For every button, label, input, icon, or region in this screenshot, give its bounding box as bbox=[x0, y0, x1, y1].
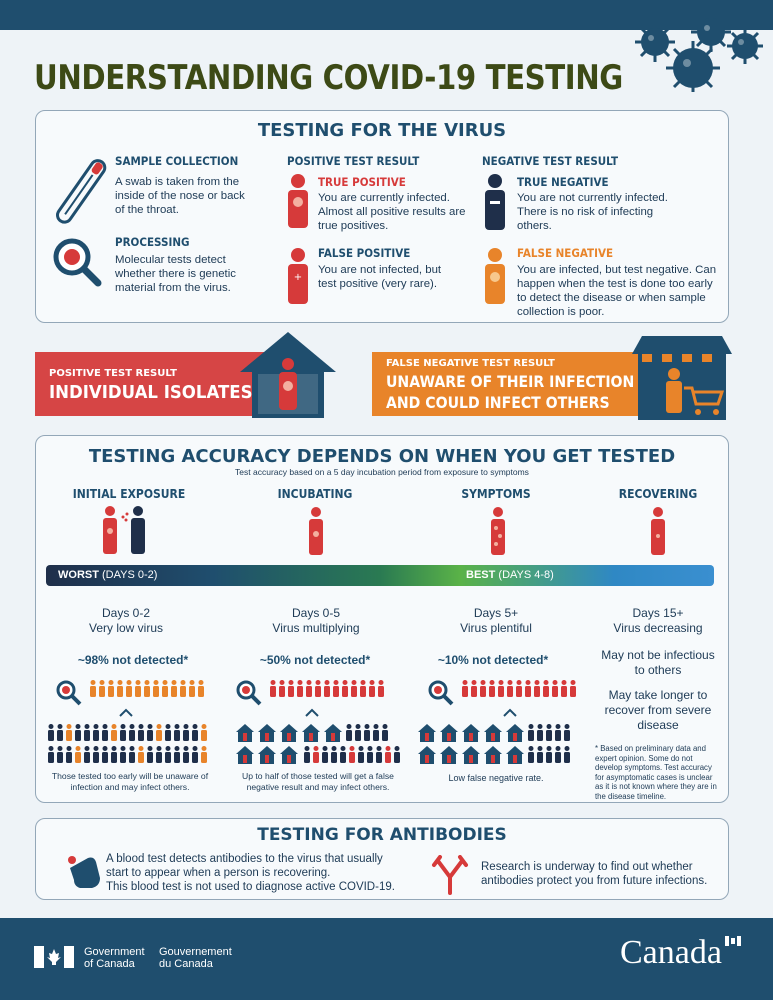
virus-icon bbox=[615, 8, 773, 92]
crowd-house-door bbox=[469, 755, 473, 763]
crowd-person bbox=[306, 680, 312, 697]
crowd-person bbox=[331, 746, 337, 763]
crowd-house-door bbox=[513, 755, 517, 763]
crowd-house-door bbox=[447, 733, 451, 741]
crowd-person bbox=[489, 680, 495, 697]
crowd-person bbox=[564, 724, 570, 741]
crowd-house-door bbox=[331, 733, 335, 741]
true-positive-text: You are currently infected. Almost all positive results are true positives. bbox=[318, 192, 466, 232]
crowd-person bbox=[288, 680, 294, 697]
worst-label: WORST (DAYS 0-2) bbox=[58, 569, 158, 581]
person-negative-icon bbox=[482, 173, 508, 231]
crowd-house-door bbox=[425, 755, 429, 763]
pct-col-3: ~10% not detected* bbox=[437, 653, 549, 667]
crowd-person bbox=[99, 680, 105, 697]
true-negative-label: TRUE NEGATIVE bbox=[517, 175, 609, 189]
crowd-person bbox=[537, 724, 543, 741]
accuracy-title: TESTING ACCURACY DEPENDS ON WHEN YOU GET TESTED bbox=[88, 446, 676, 467]
crowd-person bbox=[156, 746, 162, 763]
recovering-note-1: May not be infectious to others bbox=[601, 648, 715, 677]
crowd-person bbox=[543, 680, 549, 697]
true-negative-text: You are not currently infected. There is no risk of infecting others. bbox=[517, 192, 668, 232]
footer bbox=[0, 918, 773, 1000]
crowd-person bbox=[333, 680, 339, 697]
finger-prick-icon bbox=[66, 852, 106, 892]
banner-left-label: POSITIVE TEST RESULT bbox=[49, 368, 177, 379]
sample-text: A swab is taken from the inside of the nose or back of the throat. bbox=[115, 176, 245, 216]
crowd-person bbox=[57, 746, 63, 763]
crowd-person bbox=[171, 680, 177, 697]
antibodies-right-text: Research is underway to find out whether antibodies protect you from future infections. bbox=[481, 861, 708, 887]
crowd-person bbox=[126, 680, 132, 697]
crowd-person bbox=[174, 746, 180, 763]
true-positive-label: TRUE POSITIVE bbox=[318, 175, 406, 189]
crowd-person bbox=[552, 680, 558, 697]
crowd-person bbox=[358, 746, 364, 763]
crowd-person bbox=[528, 746, 534, 763]
banner-right-title-2: AND COULD INFECT OTHERS bbox=[386, 393, 610, 412]
crowd-person bbox=[378, 680, 384, 697]
crowd-person bbox=[570, 680, 576, 697]
crowd-graphic-3 bbox=[416, 676, 586, 771]
person-false-negative-icon bbox=[482, 247, 508, 305]
crowd-person bbox=[48, 746, 54, 763]
false-positive-label: FALSE POSITIVE bbox=[318, 246, 411, 260]
crowd-person bbox=[462, 680, 468, 697]
crowd-person bbox=[564, 746, 570, 763]
crowd-person bbox=[340, 746, 346, 763]
crowd-person bbox=[382, 724, 388, 741]
crowd-person bbox=[346, 724, 352, 741]
symptoms-person-icon bbox=[488, 506, 508, 558]
crowd-person bbox=[342, 680, 348, 697]
crowd-person bbox=[111, 724, 117, 741]
crowd-house-door bbox=[513, 733, 517, 741]
days-col-4: Days 15+ Virus decreasing bbox=[613, 606, 703, 635]
crowd-person bbox=[324, 680, 330, 697]
days-col-3: Days 5+ Virus plentiful bbox=[460, 606, 532, 635]
crowd-house-door bbox=[447, 755, 451, 763]
crowd-house-door bbox=[469, 733, 473, 741]
crowd-person bbox=[498, 680, 504, 697]
crowd-person bbox=[394, 746, 400, 763]
crowd-person bbox=[355, 724, 361, 741]
stage-incubating: INCUBATING bbox=[277, 487, 353, 501]
crowd-person bbox=[192, 724, 198, 741]
crowd-person bbox=[351, 680, 357, 697]
crowd-person bbox=[117, 680, 123, 697]
negative-heading: NEGATIVE TEST RESULT bbox=[482, 154, 619, 168]
crowd-person bbox=[364, 724, 370, 741]
crowd-person bbox=[546, 724, 552, 741]
antibodies-title: TESTING FOR ANTIBODIES bbox=[257, 825, 507, 845]
sample-heading: SAMPLE COLLECTION bbox=[115, 154, 239, 168]
stage-initial-exposure: INITIAL EXPOSURE bbox=[72, 487, 186, 501]
crowd-person bbox=[480, 680, 486, 697]
crowd-person bbox=[369, 680, 375, 697]
house-icon bbox=[238, 330, 338, 420]
person-false-positive-icon bbox=[285, 247, 311, 305]
accuracy-panel bbox=[35, 435, 729, 803]
crowd-person bbox=[138, 746, 144, 763]
crowd-person bbox=[144, 680, 150, 697]
crowd-graphic-2 bbox=[234, 676, 404, 771]
crowd-person bbox=[507, 680, 513, 697]
virus-testing-panel bbox=[35, 110, 729, 323]
crowd-person bbox=[198, 680, 204, 697]
accuracy-gradient-bar bbox=[46, 565, 714, 586]
crowd-house-door bbox=[491, 733, 495, 741]
crowd-graphic-1 bbox=[44, 676, 214, 771]
crowd-person bbox=[201, 724, 207, 741]
incubating-person-icon bbox=[306, 506, 326, 558]
caption-col-2: Up to half of those tested will get a false negative result and may infect others. bbox=[242, 771, 394, 792]
gov-en: Government of Canada bbox=[84, 946, 145, 970]
false-negative-text: You are infected, but test negative. Can happen when the test is done too early to detect the disease or when sample collection is poor. bbox=[517, 264, 717, 318]
stage-symptoms: SYMPTOMS bbox=[461, 487, 531, 501]
crowd-person bbox=[165, 746, 171, 763]
crowd-person bbox=[129, 746, 135, 763]
gov-fr: Gouvernement du Canada bbox=[159, 946, 232, 970]
recovering-note-2: May take longer to recover from severe disease bbox=[604, 688, 712, 732]
crowd-person bbox=[537, 746, 543, 763]
crowd-person bbox=[93, 724, 99, 741]
processing-heading: PROCESSING bbox=[115, 235, 190, 249]
crowd-person bbox=[516, 680, 522, 697]
crowd-house-door bbox=[309, 733, 313, 741]
crowd-house-door bbox=[265, 733, 269, 741]
crowd-person bbox=[102, 724, 108, 741]
crowd-person bbox=[183, 724, 189, 741]
crowd-person bbox=[561, 680, 567, 697]
crowd-person bbox=[367, 746, 373, 763]
crowd-person bbox=[84, 724, 90, 741]
crowd-person bbox=[93, 746, 99, 763]
banner-right-label: FALSE NEGATIVE TEST RESULT bbox=[386, 358, 555, 369]
store-cart-icon bbox=[632, 334, 732, 420]
crowd-person bbox=[66, 746, 72, 763]
accuracy-subtitle: Test accuracy based on a 5 day incubation period from exposure to symptoms bbox=[235, 467, 529, 477]
footnote: * Based on preliminary data and expert opinion. Some do not develop symptoms. Test accuracy for asymptomatic cases is unclear as it is not known where they are in the disease timeline. bbox=[595, 744, 717, 801]
stage-recovering: RECOVERING bbox=[618, 487, 698, 501]
crowd-person bbox=[120, 746, 126, 763]
banner-left-title: INDIVIDUAL ISOLATES bbox=[49, 382, 253, 403]
crowd-person bbox=[525, 680, 531, 697]
caption-col-1: Those tested too early will be unaware of infection and may infect others. bbox=[51, 771, 209, 792]
crowd-house-door bbox=[287, 755, 291, 763]
crowd-house-door bbox=[265, 755, 269, 763]
crowd-person bbox=[270, 680, 276, 697]
recovering-person-icon bbox=[648, 506, 668, 558]
crowd-house-door bbox=[425, 733, 429, 741]
crowd-house-door bbox=[491, 755, 495, 763]
crowd-person bbox=[162, 680, 168, 697]
antibody-icon bbox=[430, 855, 470, 895]
crowd-person bbox=[376, 746, 382, 763]
processing-text: Molecular tests detect whether there is genetic material from the virus. bbox=[115, 254, 236, 294]
person-positive-icon bbox=[285, 173, 311, 229]
crowd-person bbox=[555, 724, 561, 741]
crowd-person bbox=[57, 724, 63, 741]
wordmark-flag-icon bbox=[725, 936, 741, 946]
crowd-person bbox=[360, 680, 366, 697]
crowd-person bbox=[534, 680, 540, 697]
crowd-house-door bbox=[243, 733, 247, 741]
crowd-house-door bbox=[287, 733, 291, 741]
crowd-person bbox=[147, 746, 153, 763]
crowd-person bbox=[84, 746, 90, 763]
best-label: BEST (DAYS 4-8) bbox=[466, 569, 554, 581]
days-col-1: Days 0-2 Very low virus bbox=[88, 606, 164, 635]
crowd-person bbox=[349, 746, 355, 763]
crowd-person bbox=[138, 724, 144, 741]
unaware-banner bbox=[372, 352, 662, 416]
crowd-person bbox=[279, 680, 285, 697]
crowd-person bbox=[201, 746, 207, 763]
crowd-person bbox=[297, 680, 303, 697]
crowd-person bbox=[147, 724, 153, 741]
crowd-person bbox=[322, 746, 328, 763]
crowd-person bbox=[75, 724, 81, 741]
crowd-person bbox=[135, 680, 141, 697]
pct-col-1: ~98% not detected* bbox=[77, 653, 189, 667]
crowd-person bbox=[304, 746, 310, 763]
exposure-people-icon bbox=[100, 505, 150, 557]
crowd-person bbox=[183, 746, 189, 763]
positive-heading: POSITIVE TEST RESULT bbox=[287, 154, 420, 168]
crowd-person bbox=[555, 746, 561, 763]
crowd-person bbox=[315, 680, 321, 697]
crowd-person bbox=[120, 724, 126, 741]
section-title: TESTING FOR THE VIRUS bbox=[257, 120, 507, 141]
svg-text:+: + bbox=[293, 272, 303, 283]
crowd-person bbox=[528, 724, 534, 741]
crowd-person bbox=[153, 680, 159, 697]
canada-wordmark: Canada bbox=[620, 934, 722, 971]
days-col-2: Days 0-5 Virus multiplying bbox=[272, 606, 360, 635]
crowd-person bbox=[471, 680, 477, 697]
crowd-person bbox=[156, 724, 162, 741]
canada-flag-icon bbox=[34, 946, 74, 968]
crowd-person bbox=[108, 680, 114, 697]
page-title: UNDERSTANDING COVID-19 TESTING bbox=[34, 58, 623, 98]
pct-col-2: ~50% not detected* bbox=[259, 653, 371, 667]
antibodies-left-text: A blood test detects antibodies to the virus that usually start to appear when a person is recovering. This blood test is not used to diagnose active COVID-19. bbox=[106, 853, 395, 893]
false-positive-text: You are not infected, but test positive (very rare). bbox=[318, 264, 442, 290]
crowd-person bbox=[66, 724, 72, 741]
crowd-person bbox=[192, 746, 198, 763]
false-negative-label: FALSE NEGATIVE bbox=[517, 246, 614, 260]
banner-right-title-1: UNAWARE OF THEIR INFECTION bbox=[386, 372, 635, 391]
swab-icon bbox=[52, 153, 108, 233]
crowd-person bbox=[111, 746, 117, 763]
crowd-person bbox=[180, 680, 186, 697]
crowd-person bbox=[385, 746, 391, 763]
crowd-person bbox=[75, 746, 81, 763]
crowd-person bbox=[546, 746, 552, 763]
crowd-person bbox=[373, 724, 379, 741]
magnifier-icon bbox=[50, 235, 104, 291]
antibodies-panel bbox=[35, 818, 729, 900]
crowd-person bbox=[129, 724, 135, 741]
crowd-person bbox=[174, 724, 180, 741]
crowd-person bbox=[48, 724, 54, 741]
caption-col-3: Low false negative rate. bbox=[448, 773, 544, 783]
crowd-person bbox=[313, 746, 319, 763]
crowd-person bbox=[165, 724, 171, 741]
crowd-person bbox=[102, 746, 108, 763]
crowd-person bbox=[189, 680, 195, 697]
crowd-house-door bbox=[243, 755, 247, 763]
crowd-person bbox=[90, 680, 96, 697]
